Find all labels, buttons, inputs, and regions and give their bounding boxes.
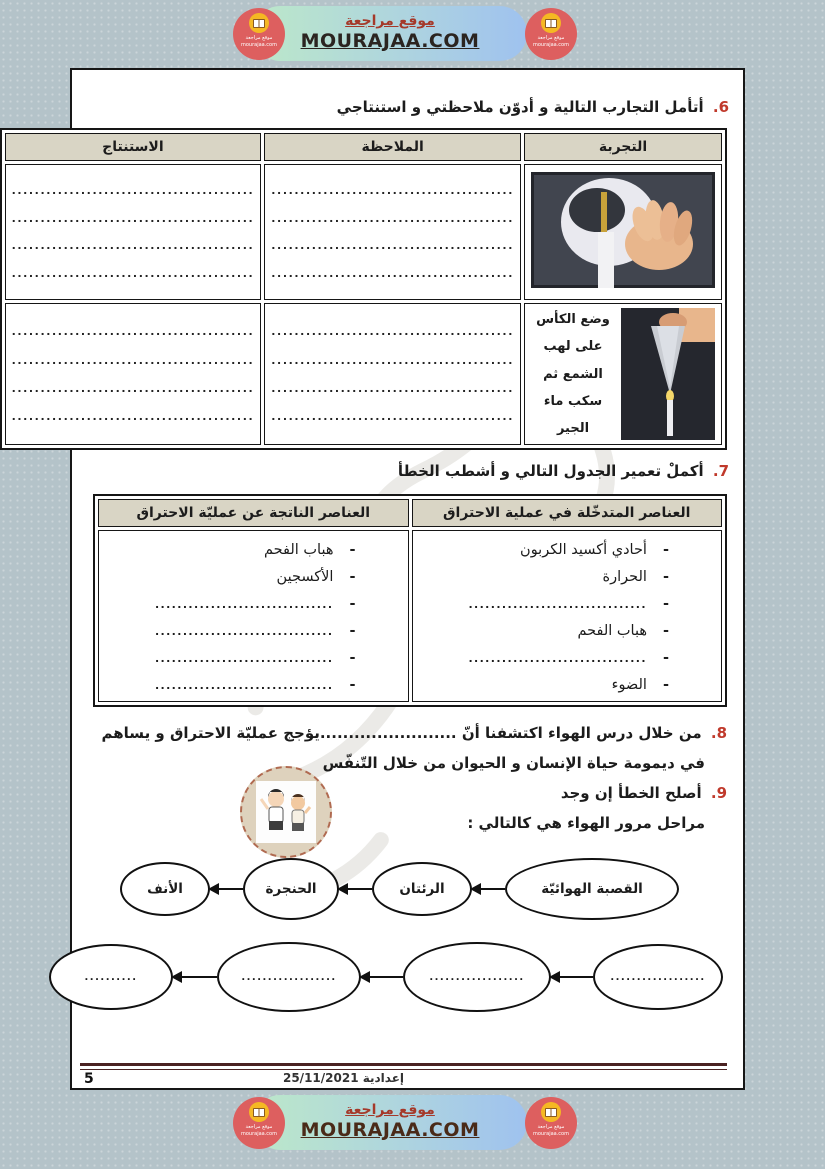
air-path-flowchart-filled — [72, 858, 743, 920]
arrow-left-icon — [210, 888, 243, 891]
question-text: في ديمومة حياة الإنسان و الحيوان من خلال التّنفّس — [322, 754, 705, 772]
col-header-observation: الملاحظة — [264, 133, 521, 161]
book-icon — [541, 1102, 561, 1122]
book-icon — [249, 13, 269, 33]
list-item: هباب الفحم — [263, 542, 334, 558]
arrow-left-icon — [551, 976, 593, 979]
inputs-cell: - أحادي أكسيد الكربون - الحرارة - ................................ - هباب الفحم - ................................ - الضوء — [412, 530, 723, 702]
arrow-left-icon — [339, 888, 372, 891]
site-banner-pill — [253, 6, 527, 61]
experiment-photo-glass-candle — [524, 303, 722, 445]
mourajaa-logo-icon: موقع مراجعة mourajaa.com — [525, 8, 577, 60]
question-text: أتأمل التجارب التالية و أدوّن ملاحظتي و استنتاجي — [336, 98, 704, 116]
answer-line: ................................ — [468, 652, 647, 665]
answer-line: .......................................... — [11, 211, 255, 225]
footer-divider — [80, 1063, 727, 1070]
answer-line: ................................ — [154, 652, 334, 665]
footer-date: إعدادية 25/11/2021 — [282, 1071, 405, 1085]
answer-line: .......................................... — [271, 353, 514, 367]
answer-line: .......................................... — [271, 184, 514, 198]
answer-line: .......................................... — [11, 353, 255, 367]
glass-candle-photo — [621, 308, 715, 440]
list-item: الحرارة — [602, 569, 647, 585]
question-text: أكملْ تعمير الجدول التالي و أشطب الخطأ — [397, 462, 704, 480]
site-title-arabic: موقع مراجعة — [345, 12, 435, 29]
list-item: الضوء — [611, 677, 647, 693]
mourajaa-logo-icon: موقع مراجعة mourajaa.com — [525, 1097, 577, 1149]
table-row — [5, 303, 722, 445]
list-item: الأكسجين — [276, 569, 334, 585]
table-header-row — [5, 133, 722, 161]
answer-line: .......................................... — [271, 381, 514, 395]
question-number: 7. — [712, 462, 729, 480]
list-item: هباب الفحم — [577, 623, 647, 639]
answer-line: .......................................... — [271, 239, 514, 253]
table-row — [98, 530, 722, 702]
question-9 — [467, 778, 727, 838]
question-number: 6. — [712, 98, 729, 116]
question-number: 8. — [710, 724, 727, 742]
answer-line: .......................................... — [271, 211, 514, 225]
outputs-cell: - هباب الفحم - الأكسجين - ................................ - ................................ - ................................ - ................................ — [98, 530, 409, 702]
mourajaa-logo-icon: موقع مراجعة mourajaa.com — [233, 1097, 285, 1149]
mourajaa-logo-icon: موقع مراجعة mourajaa.com — [233, 8, 285, 60]
table-row — [5, 164, 722, 300]
arrow-left-icon — [472, 888, 505, 891]
col-header-outputs: العناصر الناتجة عن عمليّة الاحتراق — [98, 499, 409, 527]
answer-line: .......................................... — [11, 266, 255, 280]
flow-node-blank: .................. — [403, 942, 551, 1012]
bottom-banner — [233, 1094, 577, 1152]
observation-answer-cell — [264, 303, 521, 445]
question-text: مراحل مرور الهواء هي كالتالي : — [467, 814, 705, 832]
arrow-left-icon — [361, 976, 403, 979]
question-6-heading — [337, 98, 729, 116]
experiment-caption: وضع الكأس على لهب الشمع ثم سكب ماء الجير — [536, 312, 610, 437]
air-path-flowchart-blank — [72, 942, 743, 1012]
flow-node-nose: الأنف — [120, 862, 210, 916]
answer-line: ................................ — [154, 679, 334, 692]
footer — [80, 1071, 727, 1085]
experiment-photo-candle-plate — [524, 164, 722, 300]
answer-line: .......................................... — [11, 409, 255, 423]
question-7-heading — [398, 462, 729, 480]
table-header-row — [98, 499, 722, 527]
col-header-inputs: العناصر المتدخّلة في عملية الاحتراق — [412, 499, 723, 527]
answer-line: .......................................... — [271, 266, 514, 280]
flow-node-trachea: القصبة الهوائيّة — [505, 858, 679, 920]
experiments-table — [0, 128, 727, 450]
conclusion-answer-cell — [5, 164, 262, 300]
flow-node-blank: .......... — [49, 944, 173, 1010]
conclusion-answer-cell — [5, 303, 262, 445]
flow-node-blank: .................. — [593, 944, 723, 1010]
page-number: 5 — [84, 1071, 94, 1087]
question-text: من خلال درس الهواء اكتشفنا أنّ ........................يؤجج عمليّة الاحتراق و يساهم — [101, 724, 702, 742]
answer-line: .......................................... — [11, 325, 255, 339]
site-domain-link[interactable]: MOURAJAA.COM — [300, 1119, 480, 1142]
combustion-table — [93, 494, 727, 707]
book-icon — [249, 1102, 269, 1122]
answer-line: ................................ — [154, 598, 334, 611]
worksheet-page — [11, 68, 745, 1090]
answer-line: .......................................... — [271, 409, 514, 423]
answer-line: .......................................... — [11, 184, 255, 198]
site-title-arabic: موقع مراجعة — [345, 1101, 435, 1118]
answer-line: .......................................... — [11, 381, 255, 395]
arrow-left-icon — [173, 976, 217, 979]
flow-node-lungs: الرئتان — [372, 862, 472, 916]
candle-plate-photo — [531, 172, 715, 288]
answer-line: .......................................... — [271, 325, 514, 339]
top-banner — [233, 5, 577, 63]
question-number: 9. — [710, 784, 727, 802]
site-banner-pill — [253, 1095, 527, 1150]
question-8 — [92, 718, 727, 778]
answer-line: ................................ — [468, 598, 647, 611]
kids-cartoon-image — [256, 781, 316, 843]
kids-cartoon-badge — [240, 766, 332, 858]
answer-line: .......................................... — [11, 239, 255, 253]
site-domain-link[interactable]: MOURAJAA.COM — [300, 30, 480, 53]
question-text: أصلح الخطأ إن وجد — [560, 784, 702, 802]
flow-node-larynx: الحنجرة — [243, 858, 339, 920]
answer-line: ................................ — [154, 625, 334, 638]
observation-answer-cell — [264, 164, 521, 300]
col-header-experiment: التجربة — [524, 133, 722, 161]
col-header-conclusion: الاستنتاج — [5, 133, 262, 161]
list-item: أحادي أكسيد الكربون — [520, 542, 647, 558]
book-icon — [541, 13, 561, 33]
flow-node-blank: .................. — [217, 942, 361, 1012]
